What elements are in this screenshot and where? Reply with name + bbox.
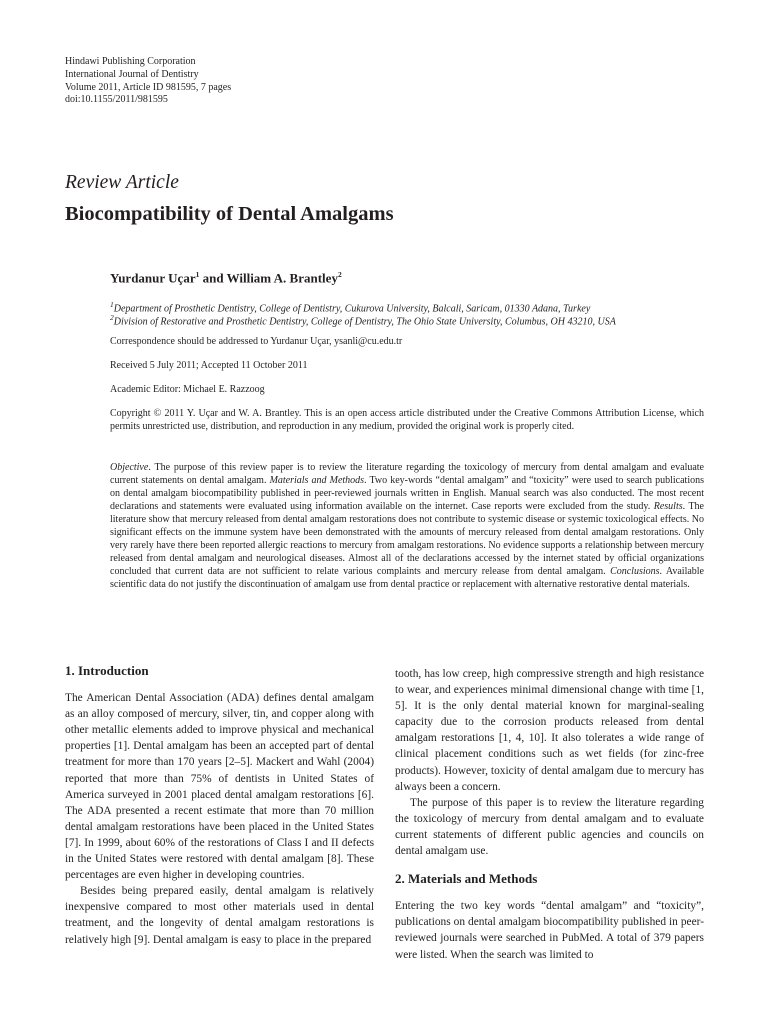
paragraph-continued: tooth, has low creep, high compressive strength and high resistance to wear, and experiences minimal dimensional change with time [1, 5]. It is the only dental material known for marginal-sealing capacity due to the corrosion products released from dental amalgam restorations [1, 4, 10]. It also tolerates a wide range of clinical placement conditions such as wet fields (for zinc-free products). However, toxicity of dental amalgam due to mercury has always been a concern. [395,668,704,793]
affiliation-marker: 1 [110,300,114,309]
paragraph: The purpose of this paper is to review the literature regarding the toxicology of mercury from dental amalgam and to evaluate current statements of different public agencies and councils on dental amalgam use. [395,796,704,858]
affiliation-marker: 2 [337,270,342,279]
abstract [110,461,704,591]
abstract-label-objective: Objective [110,462,149,473]
section-heading: 1. Introduction [65,663,149,678]
body-column-right [395,666,704,963]
volume-line: Volume 2011, Article ID 981595, 7 pages [65,81,232,93]
abstract-results: . The literature show that mercury released from dental amalgam restorations does not contribute to systemic disease or systemic toxicological effects. No significant effects on the immune system have been demonstrated with the amounts of mercury released from dental amalgam restorations. Only very rarely have there been reported allergic reactions to mercury from amalgam restorations. No evidence supports a relationship between mercury released from dental amalgam and neurological diseases. Almost all of the declarations accessed by the internet stated by official organizations concluded that current data are not sufficient to relate various complaints and mercury release from dental amalgam. [110,501,704,577]
author-name: Yurdanur Uçar [110,270,196,286]
paragraph: The American Dental Association (ADA) defines dental amalgam as an alloy composed of mercury, silver, tin, and copper along with other metallic elements added to improve physical and mechanical properties [1]. Dental amalgam has been an accepted part of dental treatment for more than 170 years [2–5]. Mackert and Wahl (2004) reported that more than 75% of dentists in United States of America surveyed in 2001 placed dental amalgam restorations [6]. The ADA presented a recent estimate that more than 70 million dental amalgam restorations have been placed in the United States [7]. In 1999, about 60% of the restorations of Class I and II defects in the United States were restored with dental amalgam [8]. These percentages are even higher in developing countries. [65,692,374,882]
article-type: Review Article [65,172,179,193]
journal-header [65,56,231,107]
author-connector: and [199,270,227,286]
affiliation-marker: 2 [110,313,114,322]
publisher-line: Hindawi Publishing Corporation [65,56,196,67]
abstract-objective: . The purpose of this review paper is to review the literature regarding the toxicology of mercury from dental amalgam and evaluate current statements on dental amalgam. [110,462,704,486]
paragraph [65,883,374,947]
author-list [110,270,342,286]
affiliation-text: Department of Prosthetic Dentistry, College of Dentistry, Cukurova University, Balcali, Saricam, 01330 Adana, Turkey [113,303,591,315]
affiliation-text: Division of Restorative and Prosthetic Dentistry, College of Dentistry, The Ohio State University, Columbus, OH 43210, USA [113,316,616,328]
affiliation [110,311,704,328]
abstract-label-methods: Materials and Methods [269,475,365,486]
doi-line: doi:10.1155/2011/981595 [65,94,168,106]
dates: Received 5 July 2011; Accepted 11 October 2011 [110,360,308,371]
article-title: Biocompatibility of Dental Amalgams [65,203,394,225]
abstract-conclusions: . Available scientific data do not justify the discontinuation of amalgam use from dental practice or replacement with alternative restorative dental materials. [110,566,704,590]
paragraph-text: Besides being prepared easily, dental amalgam is relatively inexpensive compared to most other materials used in dental treatment, and the longevity of dental amalgam restorations is relatively high [9]. Dental amalgam is easy to place in the prepared [65,885,374,946]
body-column-left [65,663,374,948]
section-heading: 2. Materials and Methods [395,871,538,887]
journal-name: International Journal of Dentistry [65,68,199,80]
affiliation-marker: 1 [195,270,200,279]
paragraph: Entering the two key words “dental amalgam” and “toxicity”, publications on dental amalgam biocompatibility published in peer-reviewed journals were searched in PubMed. A total of 379 papers were listed. When the search was limited to [395,900,704,961]
author-name: William A. Brantley [226,270,338,286]
abstract-methods: . Two key-words “dental amalgam” and “toxicity” were used to search publications on dental amalgam biocompatibility published in peer-reviewed journals written in English. Manual search was also conducted. The most recent declarations and statements were evaluated using information available on the internet. Case reports were excluded from the study. [110,475,704,512]
abstract-label-results: Results [653,501,683,512]
correspondence: Correspondence should be addressed to Yurdanur Uçar, ysanli@cu.edu.tr [110,336,403,347]
academic-editor: Academic Editor: Michael E. Razzoog [110,384,265,395]
copyright-notice: Copyright © 2011 Y. Uçar and W. A. Brantley. This is an open access article distributed under the Creative Commons Attribution License, which permits unrestricted use, distribution, and reproduction in any medium, provided the original work is properly cited. [110,408,704,432]
abstract-label-conclusions: Conclusions [610,566,660,577]
